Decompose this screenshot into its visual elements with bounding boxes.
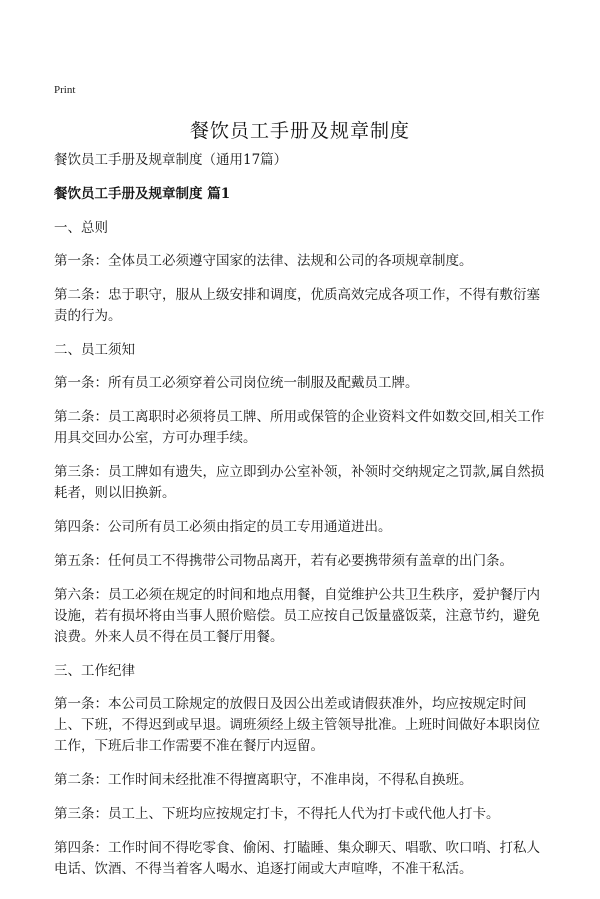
section-1-heading: 一、总则 — [54, 220, 108, 236]
section-2-item-4: 第四条：公司所有员工必须由指定的员工专用通道进出。 — [54, 519, 392, 535]
section-2-item-2: 第二条：员工离职时必须将员工牌、所用或保管的企业资料文件如数交回,相关工作用具交回办公室，方可办理手续。 — [54, 409, 545, 446]
page-title: 餐饮员工手册及规章制度 — [189, 120, 410, 142]
section-2-item-6: 第六条：员工必须在规定的时间和地点用餐，自觉维护公共卫生秩序，爱护餐厅内设施，若有损坏将由当事人照价赔偿。员工应按自己饭量盛饭菜，注意节约，避免浪费。外来人员不得在员工餐厅用餐。 — [54, 587, 540, 645]
section-1-item-1: 第一条：全体员工必须遵守国家的法律、法规和公司的各项规章制度。 — [54, 253, 473, 269]
section-3-item-3: 第三条：员工上、下班均应按规定打卡，不得托人代为打卡或代他人打卡。 — [54, 806, 500, 822]
section-3-heading: 三、工作纪律 — [54, 663, 135, 679]
document-subtitle: 餐饮员工手册及规章制度（通用17篇） — [54, 152, 288, 168]
print-label: Print — [54, 84, 76, 96]
section-3-item-1: 第一条：本公司员工除规定的放假日及因公出差或请假获准外，均应按规定时间上、下班，不得迟到或早退。调班须经上级主管领导批准。上班时间做好本职岗位工作，下班后非工作需要不准在餐厅内逗留。 — [54, 696, 540, 754]
section-1-item-2: 第二条：忠于职守，服从上级安排和调度，优质高效完成各项工作，不得有敷衍塞责的行为。 — [54, 287, 540, 324]
section-2-heading: 二、员工须知 — [54, 342, 135, 358]
section-2-item-1: 第一条：所有员工必须穿着公司岗位统一制服及配戴员工牌。 — [54, 375, 419, 391]
section-2-item-3: 第三条：员工牌如有遗失，应立即到办公室补领，补领时交纳规定之罚款,属自然损耗者，则以旧换新。 — [54, 464, 545, 501]
section-3-item-2: 第二条：工作时间未经批准不得擅离职守，不准串岗，不得私自换班。 — [54, 772, 473, 788]
section-2-item-5: 第五条：任何员工不得携带公司物品离开，若有必要携带须有盖章的出门条。 — [54, 553, 513, 569]
section-heading: 餐饮员工手册及规章制度 篇1 — [54, 186, 231, 202]
section-3-item-4: 第四条：工作时间不得吃零食、偷闲、打瞌睡、集众聊天、唱歌、吹口哨、打私人电话、饮酒、不得当着客人喝水、追逐打闹或大声喧哗，不准干私活。 — [54, 840, 540, 877]
document-body — [54, 150, 550, 893]
